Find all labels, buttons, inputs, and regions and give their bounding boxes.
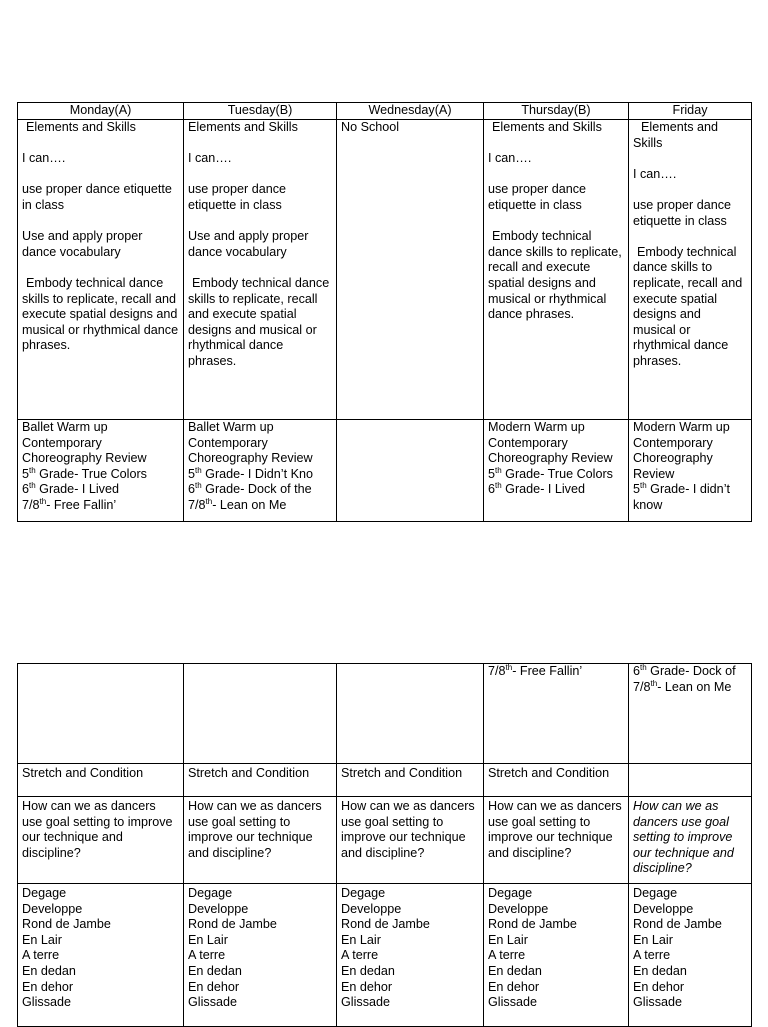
term-item: Developpe [633, 901, 694, 916]
term-item: En Lair [188, 932, 228, 947]
terms-row [18, 884, 752, 1027]
stretch-cell-wednesday: Stretch and Condition [337, 764, 484, 797]
review-text: Contemporary Choreography Review [188, 435, 313, 466]
objective-etiquette: use proper dance etiquette in class [633, 197, 732, 228]
term-item: A terre [188, 948, 226, 963]
cont-cell-tuesday [184, 664, 337, 764]
grade6-song: 6th Grade- I Lived [22, 481, 119, 497]
warmup-type: Modern Warm up [633, 420, 730, 434]
grade6-song: 6th Grade- Dock of the [188, 481, 312, 497]
objective-technique: Embody technical dance skills to replicate, recall and execute spatial designs and musical or rhythmical dance phrases. [633, 244, 743, 368]
term-item: A terre [488, 948, 526, 963]
term-item: En dedan [22, 963, 76, 978]
cont-cell-friday [629, 664, 752, 764]
weekly-schedule-table-continued [17, 663, 752, 1027]
term-item: En dehor [633, 979, 685, 994]
question-cell-friday: How can we as dancers use goal setting to improve our technique and discipline? [629, 797, 752, 884]
terms-cell-monday [18, 884, 184, 1027]
question-cell-monday: How can we as dancers use goal setting to improve our technique and discipline? [18, 797, 184, 884]
grade78-song: 7/8th- Free Fallin’ [488, 662, 583, 678]
skills-title: Elements and Skills [633, 120, 719, 150]
ican-text: I can…. [488, 151, 532, 166]
term-item: Developpe [188, 901, 249, 916]
term-item: A terre [22, 948, 60, 963]
objective-technique: Embody technical dance skills to replicate, recall and execute spatial designs and musical or rhythmical dance phrases. [488, 229, 622, 322]
objective-etiquette: use proper dance etiquette in class [22, 182, 172, 212]
term-item: En Lair [22, 932, 62, 947]
term-item: Rond de Jambe [488, 917, 577, 932]
grade6-song: 6th Grade- I Lived [488, 481, 585, 497]
term-item: Degage [188, 886, 233, 900]
stretch-cell-thursday: Stretch and Condition [484, 764, 629, 797]
term-item: Glissade [488, 995, 537, 1010]
cont-cell-thursday [484, 664, 629, 764]
warmup-type: Modern Warm up [488, 420, 585, 434]
term-item: Degage [22, 886, 67, 900]
grade6-song: 6th Grade- Dock of [633, 662, 736, 678]
term-item: A terre [633, 948, 671, 963]
term-item: En dedan [341, 963, 395, 978]
stretch-cell-friday [629, 764, 752, 797]
grade78-song: 7/8th- Lean on Me [188, 496, 287, 512]
objective-technique: Embody technical dance skills to replicate, recall and execute spatial designs and musical or rhythmical dance phrases. [188, 275, 330, 368]
cont-cell-monday [18, 664, 184, 764]
continued-songs-row [18, 664, 752, 764]
warmup-row [18, 420, 752, 522]
ican-text: I can…. [22, 151, 66, 166]
grade5-song: 5th Grade- I Didn’t Kno [188, 465, 313, 481]
term-item: En Lair [488, 932, 528, 947]
cont-cell-wednesday [337, 664, 484, 764]
warmup-cell-wednesday [337, 420, 484, 522]
terms-cell-thursday [484, 884, 629, 1027]
day-header-monday: Monday(A) [18, 103, 184, 120]
review-text: Contemporary Choreography Review [633, 435, 713, 481]
no-school-text: No School [341, 120, 400, 134]
term-item: A terre [341, 948, 379, 963]
term-item: En Lair [341, 932, 381, 947]
stretch-row [18, 764, 752, 797]
skills-cell-monday [18, 120, 184, 420]
weekly-schedule-table [17, 102, 752, 522]
skills-title: Elements and Skills [26, 120, 136, 134]
terms-cell-wednesday [337, 884, 484, 1027]
term-item: Glissade [188, 995, 237, 1010]
term-item: En dehor [488, 979, 540, 994]
objective-vocabulary: Use and apply proper dance vocabulary [188, 229, 309, 259]
warmup-cell-monday [18, 420, 184, 522]
terms-cell-tuesday [184, 884, 337, 1027]
term-item: Glissade [341, 995, 390, 1010]
skills-cell-wednesday [337, 120, 484, 420]
skills-cell-friday [629, 120, 752, 420]
term-item: Rond de Jambe [22, 917, 111, 932]
day-header-wednesday: Wednesday(A) [337, 103, 484, 120]
term-item: En Lair [633, 932, 673, 947]
day-header-thursday: Thursday(B) [484, 103, 629, 120]
ican-text: I can…. [188, 151, 232, 166]
header-row [18, 103, 752, 120]
objective-etiquette: use proper dance etiquette in class [488, 182, 587, 212]
ican-text: I can…. [633, 166, 677, 181]
day-header-friday: Friday [629, 103, 752, 120]
objective-technique: Embody technical dance skills to replicate, recall and execute spatial designs and musical or rhythmical dance phrases. [22, 275, 179, 353]
term-item: En dedan [188, 963, 242, 978]
objective-vocabulary: Use and apply proper dance vocabulary [22, 229, 143, 259]
warmup-cell-tuesday [184, 420, 337, 522]
skills-cell-tuesday [184, 120, 337, 420]
term-item: Degage [488, 886, 533, 900]
skills-title: Elements and Skills [188, 120, 298, 134]
term-item: En dehor [188, 979, 240, 994]
objective-etiquette: use proper dance etiquette in class [188, 182, 287, 212]
term-item: Rond de Jambe [188, 917, 277, 932]
question-row [18, 797, 752, 884]
term-item: Glissade [22, 995, 71, 1010]
grade5-song: 5th Grade- True Colors [22, 465, 147, 481]
term-item: Degage [341, 886, 386, 900]
term-item: En dedan [633, 963, 687, 978]
term-item: En dehor [341, 979, 393, 994]
day-header-tuesday: Tuesday(B) [184, 103, 337, 120]
warmup-type: Ballet Warm up [188, 420, 274, 434]
grade78-song: 7/8th- Lean on Me [633, 678, 732, 694]
warmup-type: Ballet Warm up [22, 420, 108, 434]
term-item: Degage [633, 886, 678, 900]
term-item: Developpe [22, 901, 83, 916]
term-item: Developpe [488, 901, 549, 916]
term-item: Rond de Jambe [633, 917, 722, 932]
question-cell-tuesday: How can we as dancers use goal setting to improve our technique and discipline? [184, 797, 337, 884]
grade5-song: 5th Grade- True Colors [488, 465, 613, 481]
terms-cell-friday [629, 884, 752, 1027]
stretch-cell-tuesday: Stretch and Condition [184, 764, 337, 797]
warmup-cell-friday [629, 420, 752, 522]
warmup-cell-thursday [484, 420, 629, 522]
skills-cell-thursday [484, 120, 629, 420]
term-item: Rond de Jambe [341, 917, 430, 932]
question-cell-wednesday: How can we as dancers use goal setting to improve our technique and discipline? [337, 797, 484, 884]
term-item: En dehor [22, 979, 74, 994]
term-item: Glissade [633, 995, 682, 1010]
term-item: En dedan [488, 963, 542, 978]
review-text: Contemporary Choreography Review [22, 435, 147, 466]
skills-title: Elements and Skills [492, 120, 602, 134]
grade78-song: 7/8th- Free Fallin’ [22, 496, 117, 512]
stretch-cell-monday: Stretch and Condition [18, 764, 184, 797]
term-item: Developpe [341, 901, 402, 916]
review-text: Contemporary Choreography Review [488, 435, 613, 466]
question-cell-thursday: How can we as dancers use goal setting to improve our technique and discipline? [484, 797, 629, 884]
grade5-song: 5th Grade- I didn’t know [633, 481, 730, 512]
skills-row [18, 120, 752, 420]
